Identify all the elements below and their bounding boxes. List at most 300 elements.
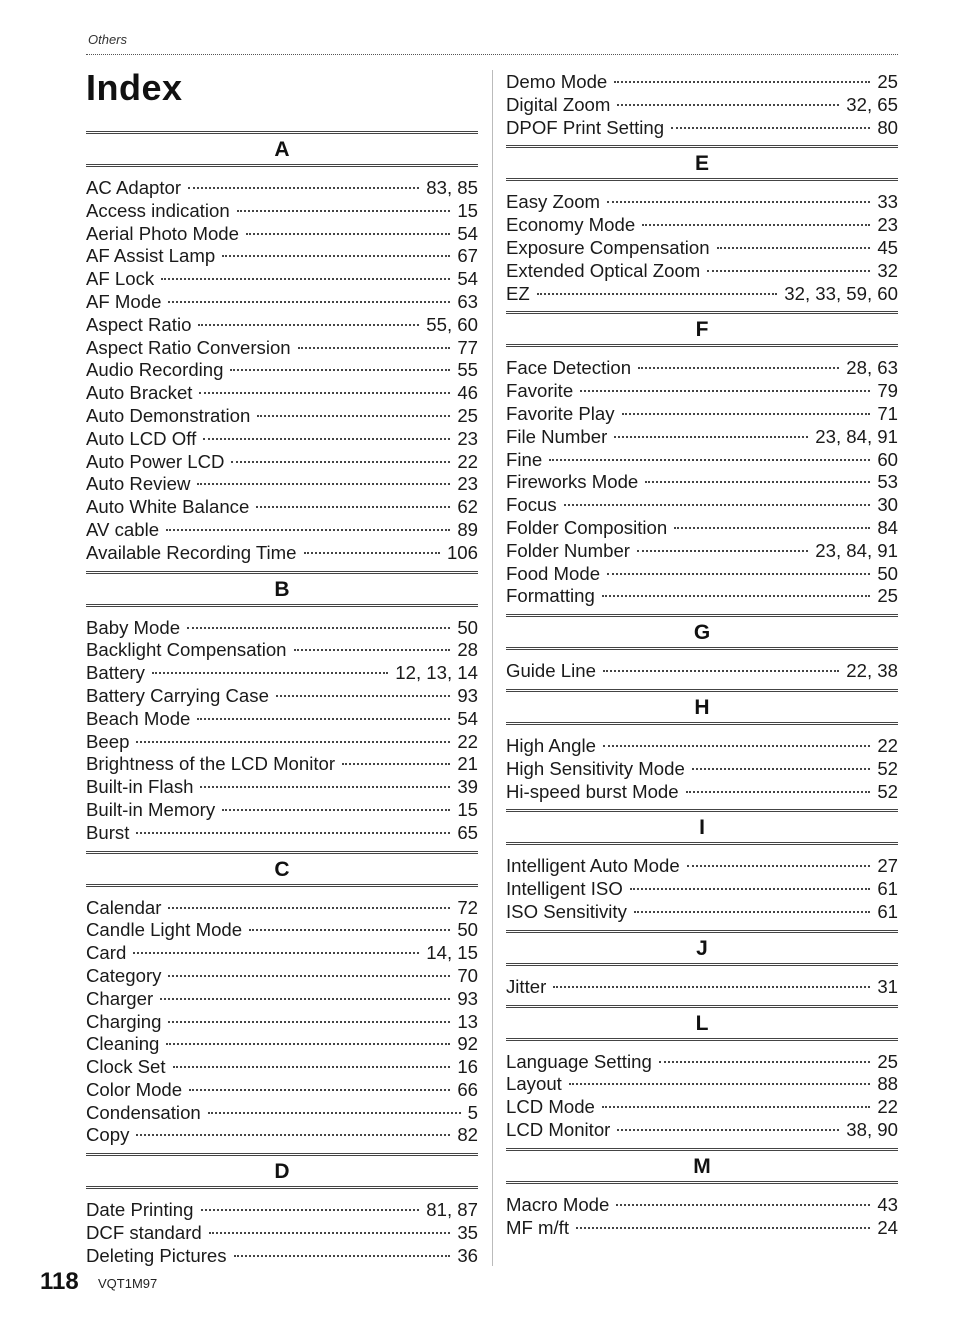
index-term: Candle Light Mode	[86, 919, 243, 941]
index-entry	[86, 617, 478, 640]
index-pages: 22	[877, 734, 898, 756]
index-entry	[506, 1073, 898, 1096]
index-term: Folder Composition	[506, 516, 668, 538]
letter-heading-label: J	[696, 936, 708, 960]
index-pages: 15	[457, 199, 478, 221]
dot-leader	[208, 1111, 461, 1114]
index-pages: 38, 90	[846, 1118, 898, 1140]
dot-leader	[187, 626, 450, 629]
index-term: ISO Sensitivity	[506, 900, 627, 922]
dot-leader	[687, 864, 871, 867]
index-entry	[506, 94, 898, 117]
dot-leader	[603, 744, 870, 747]
index-term: Clock Set	[86, 1056, 166, 1078]
index-entry	[506, 901, 898, 924]
dot-leader	[189, 1088, 450, 1091]
index-column-left	[86, 125, 478, 1268]
index-entry	[86, 685, 478, 708]
index-term: Built-in Memory	[86, 798, 216, 820]
index-group	[506, 930, 898, 999]
index-entry	[86, 776, 478, 799]
index-entry	[86, 988, 478, 1011]
index-term: Hi-speed burst Mode	[506, 780, 679, 802]
index-pages: 32	[877, 259, 898, 281]
letter-heading-label: D	[274, 1160, 290, 1184]
index-entry	[86, 639, 478, 662]
dot-leader	[537, 292, 778, 295]
index-entry	[86, 1102, 478, 1125]
dot-leader	[580, 389, 870, 392]
index-term: Beach Mode	[86, 707, 191, 729]
index-entry	[506, 214, 898, 237]
index-group	[506, 689, 898, 803]
index-pages: 52	[877, 757, 898, 779]
letter-heading	[506, 145, 898, 181]
index-pages: 66	[457, 1078, 478, 1100]
index-pages: 36	[457, 1244, 478, 1266]
document-code: VQT1M97	[98, 1276, 158, 1291]
index-pages: 50	[457, 616, 478, 638]
index-term: High Angle	[506, 734, 596, 756]
index-pages: 61	[877, 878, 898, 900]
dot-leader	[294, 648, 451, 651]
index-entry	[86, 942, 478, 965]
letter-heading-label: F	[695, 318, 709, 342]
index-entry	[506, 283, 898, 306]
index-term: Access indication	[86, 199, 230, 221]
index-pages: 54	[457, 707, 478, 729]
index-pages: 23	[877, 214, 898, 236]
index-entry	[86, 1222, 478, 1245]
dot-leader	[188, 186, 419, 189]
dot-leader	[304, 551, 440, 554]
index-entry	[86, 1056, 478, 1079]
index-term: Auto Review	[86, 473, 191, 495]
index-entry	[86, 177, 478, 200]
dot-leader	[686, 790, 871, 793]
index-term: AV cable	[86, 518, 160, 540]
page-title: Index	[86, 67, 183, 108]
index-group	[506, 145, 898, 305]
letter-heading	[506, 1148, 898, 1184]
letter-heading	[86, 851, 478, 887]
index-pages: 25	[877, 585, 898, 607]
index-entry	[86, 451, 478, 474]
index-term: MF m/ft	[506, 1216, 569, 1238]
dot-leader	[152, 671, 388, 674]
index-term: Focus	[506, 494, 557, 516]
index-pages: 16	[457, 1056, 478, 1078]
index-pages: 22	[457, 730, 478, 752]
index-term: Charging	[86, 1010, 162, 1032]
index-term: Built-in Flash	[86, 776, 194, 798]
index-pages: 15	[457, 798, 478, 820]
index-term: Auto LCD Off	[86, 427, 197, 449]
index-entry	[506, 878, 898, 901]
index-pages: 106	[446, 541, 478, 563]
dot-leader	[198, 323, 419, 326]
index-entry	[506, 1096, 898, 1119]
index-pages: 23	[457, 427, 478, 449]
letter-heading-label: E	[694, 152, 709, 176]
dot-leader	[276, 694, 450, 697]
index-entry	[506, 449, 898, 472]
index-pages: 30	[877, 494, 898, 516]
index-term: Exposure Compensation	[506, 236, 710, 258]
index-entry	[506, 1051, 898, 1074]
index-pages: 33	[877, 191, 898, 213]
index-pages: 28	[457, 639, 478, 661]
index-pages: 55	[457, 359, 478, 381]
index-entry	[86, 337, 478, 360]
index-entry	[86, 1011, 478, 1034]
index-pages: 71	[877, 402, 898, 424]
index-entry	[506, 403, 898, 426]
index-group	[506, 311, 898, 608]
index-term: Condensation	[86, 1101, 201, 1123]
index-pages: 88	[877, 1073, 898, 1095]
index-term: Burst	[86, 821, 130, 843]
letter-heading-label: H	[694, 695, 710, 719]
index-pages: 28, 63	[846, 357, 898, 379]
index-pages: 53	[877, 471, 898, 493]
index-entry	[86, 1033, 478, 1056]
dot-leader	[234, 1254, 451, 1257]
index-entry	[86, 822, 478, 845]
letter-heading	[86, 571, 478, 607]
index-term: AF Lock	[86, 268, 155, 290]
index-entry	[86, 473, 478, 496]
index-pages: 84	[877, 516, 898, 538]
index-entry	[506, 540, 898, 563]
index-term: Guide Line	[506, 660, 596, 682]
index-term: Formatting	[506, 585, 595, 607]
index-pages: 67	[457, 245, 478, 267]
index-entry	[506, 1194, 898, 1217]
dot-leader	[614, 80, 870, 83]
index-entry	[86, 382, 478, 405]
dot-leader	[161, 277, 450, 280]
index-pages: 43	[877, 1193, 898, 1215]
index-pages: 22, 38	[846, 660, 898, 682]
dot-leader	[166, 528, 450, 531]
page-number: 118	[40, 1268, 79, 1295]
index-term: Auto Bracket	[86, 382, 193, 404]
index-term: Battery	[86, 662, 145, 684]
dot-leader	[342, 762, 450, 765]
index-pages: 93	[457, 684, 478, 706]
index-group	[86, 131, 478, 565]
dot-leader	[674, 526, 870, 529]
index-term: DCF standard	[86, 1222, 202, 1244]
index-entry	[506, 517, 898, 540]
index-term: AF Mode	[86, 290, 162, 312]
index-group	[86, 571, 478, 845]
index-term: Color Mode	[86, 1078, 183, 1100]
index-column-right	[506, 71, 898, 1239]
index-term: AF Assist Lamp	[86, 245, 216, 267]
index-entry	[86, 708, 478, 731]
dot-leader	[230, 368, 450, 371]
index-pages: 80	[877, 116, 898, 138]
dot-leader	[603, 669, 839, 672]
dot-leader	[707, 269, 870, 272]
index-pages: 24	[877, 1216, 898, 1238]
index-term: Available Recording Time	[86, 541, 297, 563]
dot-leader	[256, 505, 450, 508]
letter-heading	[86, 131, 478, 167]
index-pages: 61	[877, 900, 898, 922]
index-term: Folder Number	[506, 539, 631, 561]
index-entry	[86, 753, 478, 776]
dot-leader	[231, 460, 450, 463]
index-term: Battery Carrying Case	[86, 684, 269, 706]
dot-leader	[136, 740, 450, 743]
index-term: Brightness of the LCD Monitor	[86, 753, 336, 775]
index-entry	[86, 1245, 478, 1268]
letter-heading-label: M	[693, 1154, 711, 1178]
index-entry	[506, 660, 898, 683]
dot-leader	[616, 1203, 870, 1206]
index-term: LCD Mode	[506, 1096, 595, 1118]
index-pages: 62	[457, 496, 478, 518]
index-term: Date Printing	[86, 1199, 194, 1221]
dot-leader	[617, 103, 839, 106]
index-term: Favorite Play	[506, 402, 615, 424]
index-term: Intelligent ISO	[506, 878, 623, 900]
index-pages: 21	[457, 753, 478, 775]
letter-heading-label: C	[274, 857, 290, 881]
index-entry	[86, 428, 478, 451]
index-pages: 25	[877, 1050, 898, 1072]
index-term: EZ	[506, 282, 530, 304]
dot-leader	[617, 1128, 839, 1131]
index-pages: 35	[457, 1222, 478, 1244]
index-entry	[506, 563, 898, 586]
top-rule	[86, 54, 898, 55]
index-entry	[86, 919, 478, 942]
dot-leader	[642, 223, 870, 226]
index-pages: 60	[877, 448, 898, 470]
index-term: Macro Mode	[506, 1193, 610, 1215]
index-entry	[506, 494, 898, 517]
index-pages: 82	[457, 1124, 478, 1146]
index-pages: 14, 15	[426, 942, 478, 964]
dot-leader	[576, 1226, 870, 1229]
index-term: Aspect Ratio Conversion	[86, 336, 291, 358]
index-group	[86, 851, 478, 1148]
letter-heading	[506, 809, 898, 845]
index-term: Layout	[506, 1073, 562, 1095]
index-pages: 23, 84, 91	[815, 539, 898, 561]
index-pages: 25	[877, 71, 898, 92]
index-pages: 83, 85	[426, 177, 478, 198]
index-term: Face Detection	[506, 357, 632, 379]
column-divider	[492, 70, 493, 1266]
index-pages: 50	[457, 919, 478, 941]
index-term: File Number	[506, 425, 608, 447]
index-term: LCD Monitor	[506, 1118, 611, 1140]
index-entry	[506, 758, 898, 781]
index-pages: 79	[877, 380, 898, 402]
index-entry	[86, 496, 478, 519]
index-term: Deleting Pictures	[86, 1244, 227, 1266]
index-entry	[506, 1119, 898, 1142]
index-term: Economy Mode	[506, 214, 636, 236]
index-pages: 39	[457, 776, 478, 798]
index-pages: 72	[457, 896, 478, 918]
index-entry	[506, 260, 898, 283]
dot-leader	[637, 549, 808, 552]
index-entry	[506, 237, 898, 260]
index-entry	[506, 735, 898, 758]
index-group	[506, 71, 898, 139]
dot-leader	[645, 480, 870, 483]
dot-leader	[197, 482, 450, 485]
dot-leader	[638, 366, 839, 369]
index-pages: 27	[877, 855, 898, 877]
index-entry	[506, 71, 898, 94]
index-pages: 13	[457, 1010, 478, 1032]
index-term: Intelligent Auto Mode	[506, 855, 680, 877]
index-pages: 77	[457, 336, 478, 358]
dot-leader	[671, 126, 870, 129]
dot-leader	[630, 887, 871, 890]
index-group	[506, 1005, 898, 1142]
letter-heading-label: I	[699, 816, 705, 840]
index-pages: 46	[457, 382, 478, 404]
index-pages: 54	[457, 268, 478, 290]
dot-leader	[168, 300, 450, 303]
index-pages: 52	[877, 780, 898, 802]
index-term: Digital Zoom	[506, 93, 611, 115]
dot-leader	[553, 985, 870, 988]
index-term: Extended Optical Zoom	[506, 259, 701, 281]
index-entry	[86, 245, 478, 268]
index-pages: 65	[457, 821, 478, 843]
index-term: AC Adaptor	[86, 177, 182, 198]
dot-leader	[634, 910, 870, 913]
section-tag: Others	[88, 32, 128, 47]
index-term: Beep	[86, 730, 130, 752]
index-pages: 32, 33, 59, 60	[784, 282, 898, 304]
index-term: Easy Zoom	[506, 191, 601, 213]
dot-leader	[136, 1133, 450, 1136]
index-term: Auto White Balance	[86, 496, 250, 518]
dot-leader	[160, 997, 450, 1000]
index-entry	[506, 191, 898, 214]
dot-leader	[246, 232, 450, 235]
dot-leader	[622, 412, 871, 415]
index-term: Backlight Compensation	[86, 639, 287, 661]
index-pages: 89	[457, 518, 478, 540]
index-group	[86, 1153, 478, 1267]
index-entry	[86, 542, 478, 565]
dot-leader	[168, 974, 450, 977]
index-entry	[86, 223, 478, 246]
index-entry	[86, 965, 478, 988]
index-pages: 81, 87	[426, 1199, 478, 1221]
dot-leader	[569, 1082, 870, 1085]
index-term: Language Setting	[506, 1050, 652, 1072]
index-term: Food Mode	[506, 562, 601, 584]
index-entry	[506, 471, 898, 494]
index-pages: 31	[877, 975, 898, 997]
index-entry	[506, 357, 898, 380]
dot-leader	[222, 254, 450, 257]
index-pages: 25	[457, 404, 478, 426]
index-pages: 45	[877, 236, 898, 258]
dot-leader	[136, 831, 450, 834]
dot-leader	[197, 717, 450, 720]
dot-leader	[257, 414, 450, 417]
dot-leader	[199, 391, 450, 394]
dot-leader	[168, 906, 450, 909]
index-entry	[86, 314, 478, 337]
index-entry	[86, 799, 478, 822]
index-term: Category	[86, 964, 162, 986]
index-term: DPOF Print Setting	[506, 116, 665, 138]
dot-leader	[209, 1231, 451, 1234]
index-pages: 70	[457, 964, 478, 986]
index-pages: 50	[877, 562, 898, 584]
index-term: Fine	[506, 448, 543, 470]
letter-heading-label: L	[695, 1011, 709, 1035]
index-term: Auto Demonstration	[86, 404, 251, 426]
index-term: Charger	[86, 987, 154, 1009]
dot-leader	[222, 808, 450, 811]
index-pages: 12, 13, 14	[395, 662, 478, 684]
index-entry	[506, 585, 898, 608]
index-pages: 22	[877, 1096, 898, 1118]
index-term: Aerial Photo Mode	[86, 222, 239, 244]
index-entry	[506, 426, 898, 449]
dot-leader	[173, 1065, 451, 1068]
dot-leader	[602, 594, 870, 597]
dot-leader	[564, 503, 871, 506]
index-term: Auto Power LCD	[86, 450, 225, 472]
dot-leader	[168, 1020, 450, 1023]
index-entry	[506, 855, 898, 878]
index-term: Baby Mode	[86, 616, 181, 638]
index-entry	[86, 359, 478, 382]
letter-heading-label: A	[274, 138, 290, 161]
dot-leader	[614, 435, 808, 438]
index-pages: 23, 84, 91	[815, 425, 898, 447]
index-group	[506, 1148, 898, 1240]
index-term: Demo Mode	[506, 71, 608, 92]
letter-heading-label: G	[693, 621, 711, 645]
dot-leader	[692, 767, 871, 770]
index-entry	[86, 268, 478, 291]
index-group	[506, 614, 898, 683]
index-entry	[86, 200, 478, 223]
index-entry	[506, 117, 898, 140]
dot-leader	[237, 209, 451, 212]
dot-leader	[607, 572, 870, 575]
index-pages: 63	[457, 290, 478, 312]
index-pages: 5	[467, 1101, 478, 1123]
letter-heading	[506, 614, 898, 650]
letter-heading	[86, 1153, 478, 1189]
index-pages: 32, 65	[846, 93, 898, 115]
index-pages: 54	[457, 222, 478, 244]
dot-leader	[249, 928, 450, 931]
letter-heading-label: B	[274, 577, 290, 601]
index-entry	[86, 897, 478, 920]
dot-leader	[200, 785, 450, 788]
index-pages: 22	[457, 450, 478, 472]
